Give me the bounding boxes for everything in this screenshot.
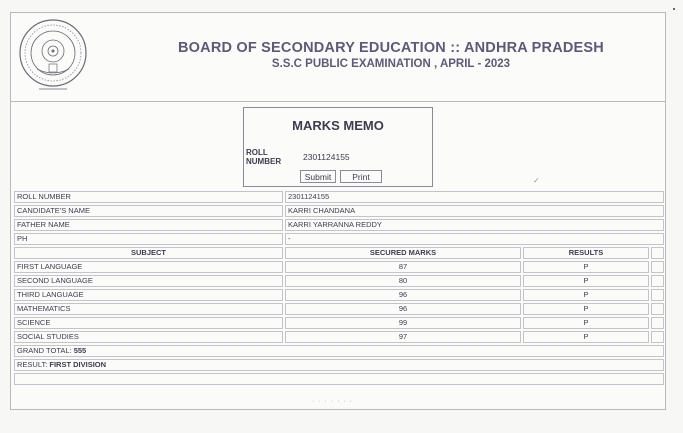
board-title: BOARD OF SECONDARY EDUCATION :: ANDHRA PRADESH [178,40,604,56]
spacer-cell [651,261,664,273]
marks-header-row [14,247,664,259]
marks-cell: 96 [285,303,521,315]
detail-row [14,233,664,245]
marks-cell: 96 [285,289,521,301]
grand-total-value: 555 [73,346,87,355]
table-row [14,275,664,287]
subject-cell: SCIENCE [14,317,283,329]
footer-dots: · · · · · · · [312,398,353,405]
subject-cell: THIRD LANGUAGE [14,289,283,301]
print-button[interactable]: Print [340,170,382,183]
roll-number-label: ROLL NUMBER [246,148,282,166]
subject-header: SUBJECT [14,247,283,259]
detail-label: PH [14,233,283,245]
table-row [14,261,664,273]
marks-cell: 87 [285,261,521,273]
scan-mark [673,8,675,10]
father-name-value: KARRI YARRANNA REDDY [285,219,664,231]
secured-marks-header: SECURED MARKS [285,247,521,259]
grand-total-cell [14,345,664,357]
grand-total-label: GRAND TOTAL: [17,346,72,355]
result-cell: P [523,303,649,315]
spacer-cell [651,317,664,329]
blank-row [14,373,664,385]
candidate-name-value: KARRI CHANDANA [285,205,664,217]
detail-row [14,205,664,217]
blank-cell [14,373,664,385]
memo-title: MARKS MEMO [292,118,384,133]
table-row [14,331,664,343]
subject-cell: FIRST LANGUAGE [14,261,283,273]
result-cell-summary [14,359,664,371]
roll-number-value: 2301124155 [285,191,664,203]
result-cell: P [523,261,649,273]
andhra-pradesh-emblem-icon [17,17,89,97]
marks-cell: 97 [285,331,521,343]
marks-cell: 80 [285,275,521,287]
table-row [14,317,664,329]
marks-memo-sheet [10,12,666,410]
spacer-cell [651,247,664,259]
marks-cell: 99 [285,317,521,329]
pen-mark: ✓ [533,176,540,185]
result-cell: P [523,331,649,343]
result-label: RESULT: [17,360,48,369]
spacer-cell [651,289,664,301]
detail-label: FATHER NAME [14,219,283,231]
table-row [14,303,664,315]
spacer-cell [651,331,664,343]
roll-number-input[interactable]: 2301124155 [303,152,350,162]
result-value: FIRST DIVISION [49,360,107,369]
detail-row [14,191,664,203]
spacer-cell [651,303,664,315]
exam-title: S.S.C PUBLIC EXAMINATION , APRIL - 2023 [271,58,511,70]
marks-table [12,189,666,387]
ph-value: - [285,233,664,245]
subject-cell: SOCIAL STUDIES [14,331,283,343]
subject-cell: MATHEMATICS [14,303,283,315]
result-cell: P [523,317,649,329]
marks-memo-form [243,107,433,187]
detail-label: ROLL NUMBER [14,191,283,203]
header [11,13,665,102]
detail-row [14,219,664,231]
results-header: RESULTS [523,247,649,259]
detail-label: CANDIDATE'S NAME [14,205,283,217]
spacer-cell [651,275,664,287]
result-cell: P [523,289,649,301]
result-row [14,359,664,371]
table-row [14,289,664,301]
grand-total-row [14,345,664,357]
submit-button[interactable]: Submit [300,170,336,183]
subject-cell: SECOND LANGUAGE [14,275,283,287]
result-cell: P [523,275,649,287]
